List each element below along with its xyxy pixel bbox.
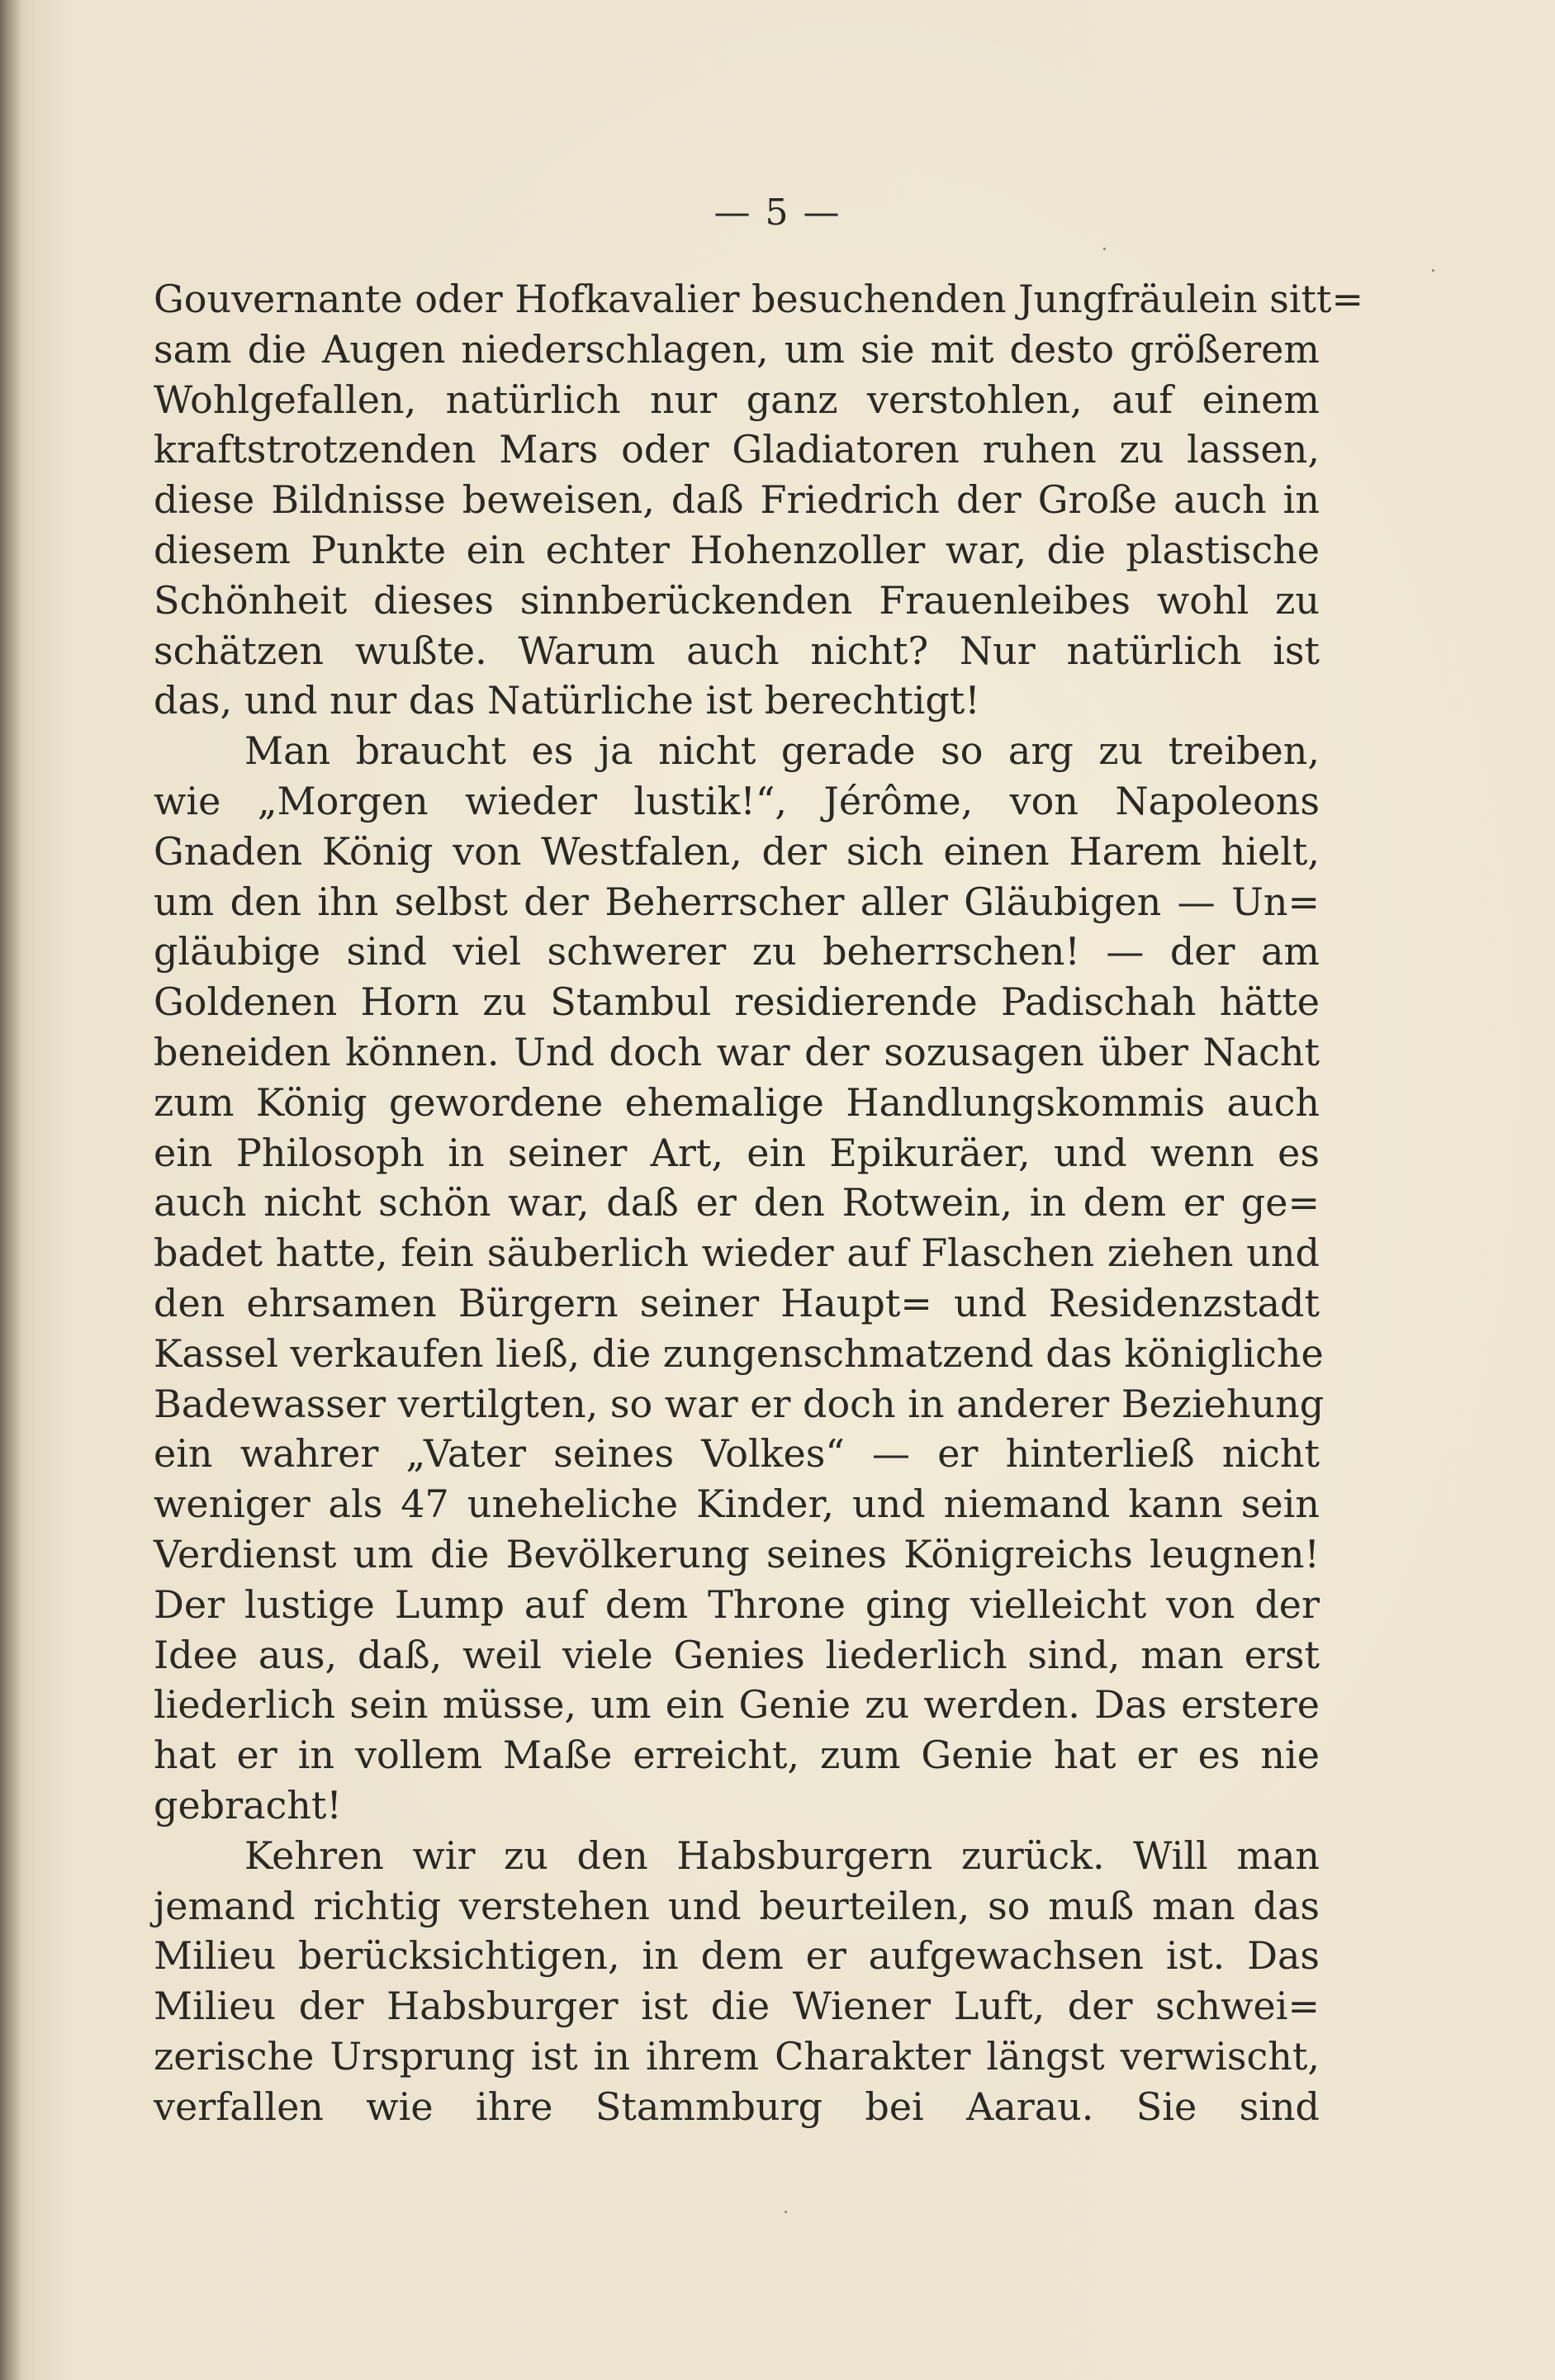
text-line: wie „Morgen wieder lustik!“, Jérôme, von Napoleons: [154, 778, 1320, 823]
text-line: sam die Augen niederschlagen, um sie mit desto größerem: [154, 326, 1320, 372]
paper-speck: [785, 2211, 787, 2213]
text-line: Badewasser vertilgten, so war er doch in anderer Beziehung: [154, 1381, 1325, 1426]
text-line: schätzen wußte. Warum auch nicht? Nur natürlich ist: [154, 628, 1320, 673]
text-line: ein Philosoph in seiner Art, ein Epikuräer, und wenn es: [154, 1130, 1320, 1175]
text-line: beneiden können. Und doch war der sozusagen über Nacht: [154, 1029, 1320, 1074]
text-line: weniger als 47 uneheliche Kinder, und niemand kann sein: [154, 1482, 1320, 1527]
text-line: Goldenen Horn zu Stambul residierende Padischah hätte: [154, 979, 1320, 1025]
page-number: — 5 —: [713, 192, 842, 234]
text-line: Kassel verkaufen ließ, die zungenschmatzend das königliche: [154, 1330, 1324, 1376]
text-line: Wohlgefallen, natürlich nur ganz verstohlen, auf einem: [154, 377, 1320, 422]
text-line: diese Bildnisse beweisen, daß Friedrich der Große auch in: [154, 477, 1320, 523]
text-line: Kehren wir zu den Habsburgern zurück. Will man: [244, 1832, 1320, 1878]
text-line: Man braucht es ja nicht gerade so arg zu treiben,: [244, 728, 1320, 774]
text-line: Gouvernante oder Hofkavalier besuchenden Jungfräulein sitt=: [154, 277, 1364, 321]
paper-speck: [1432, 269, 1434, 272]
body-text: [154, 274, 1364, 2131]
text-line: Der lustige Lump auf dem Throne ging vielleicht von der: [154, 1581, 1320, 1627]
text-line: Milieu der Habsburger ist die Wiener Luft, der schwei=: [154, 1984, 1320, 2029]
spine-shadow: [0, 0, 21, 2380]
text-line: auch nicht schön war, daß er den Rotwein, in dem er ge=: [154, 1180, 1320, 1226]
text-line: Verdienst um die Bevölkerung seines Königreichs leugnen!: [154, 1531, 1320, 1576]
text-line: Gnaden König von Westfalen, der sich einen Harem hielt,: [154, 828, 1320, 874]
text-line: ein wahrer „Vater seines Volkes“ — er hinterließ nicht: [154, 1431, 1320, 1477]
text-line: den ehrsamen Bürgern seiner Haupt= und Residenzstadt: [154, 1280, 1320, 1325]
text-line: zerische Ursprung ist in ihrem Charakter längst verwischt,: [154, 2033, 1320, 2079]
text-line: gläubige sind viel schwerer zu beherrschen! — der am: [154, 929, 1320, 974]
text-line: hat er in vollem Maße erreicht, zum Genie hat er es nie: [154, 1733, 1320, 1778]
text-line: zum König gewordene ehemalige Handlungskommis auch: [154, 1079, 1320, 1125]
text-line: um den ihn selbst der Beherrscher aller Gläubigen — Un=: [154, 879, 1320, 924]
paper-speck: [1103, 248, 1106, 250]
text-line: Schönheit dieses sinnberückenden Frauenleibes wohl zu: [154, 577, 1320, 623]
text-line: verfallen wie ihre Stammburg bei Aarau. Sie sind: [154, 2084, 1320, 2129]
text-line: Idee aus, daß, weil viele Genies liederlich sind, man erst: [154, 1632, 1320, 1677]
text-line: badet hatte, fein säuberlich wieder auf Flaschen ziehen und: [154, 1230, 1320, 1276]
text-line: gebracht!: [154, 1782, 342, 1828]
text-line: jemand richtig verstehen und beurteilen, so muß man das: [154, 1883, 1320, 1928]
text-line: das, und nur das Natürliche ist berechtigt!: [154, 678, 980, 723]
text-line: Milieu berücksichtigen, in dem er aufgewachsen ist. Das: [154, 1933, 1320, 1979]
text-line: liederlich sein müsse, um ein Genie zu werden. Das erstere: [154, 1682, 1320, 1728]
text-line: kraftstrotzenden Mars oder Gladiatoren ruhen zu lassen,: [154, 427, 1320, 472]
text-line: diesem Punkte ein echter Hohenzoller war, die plastische: [154, 527, 1320, 572]
